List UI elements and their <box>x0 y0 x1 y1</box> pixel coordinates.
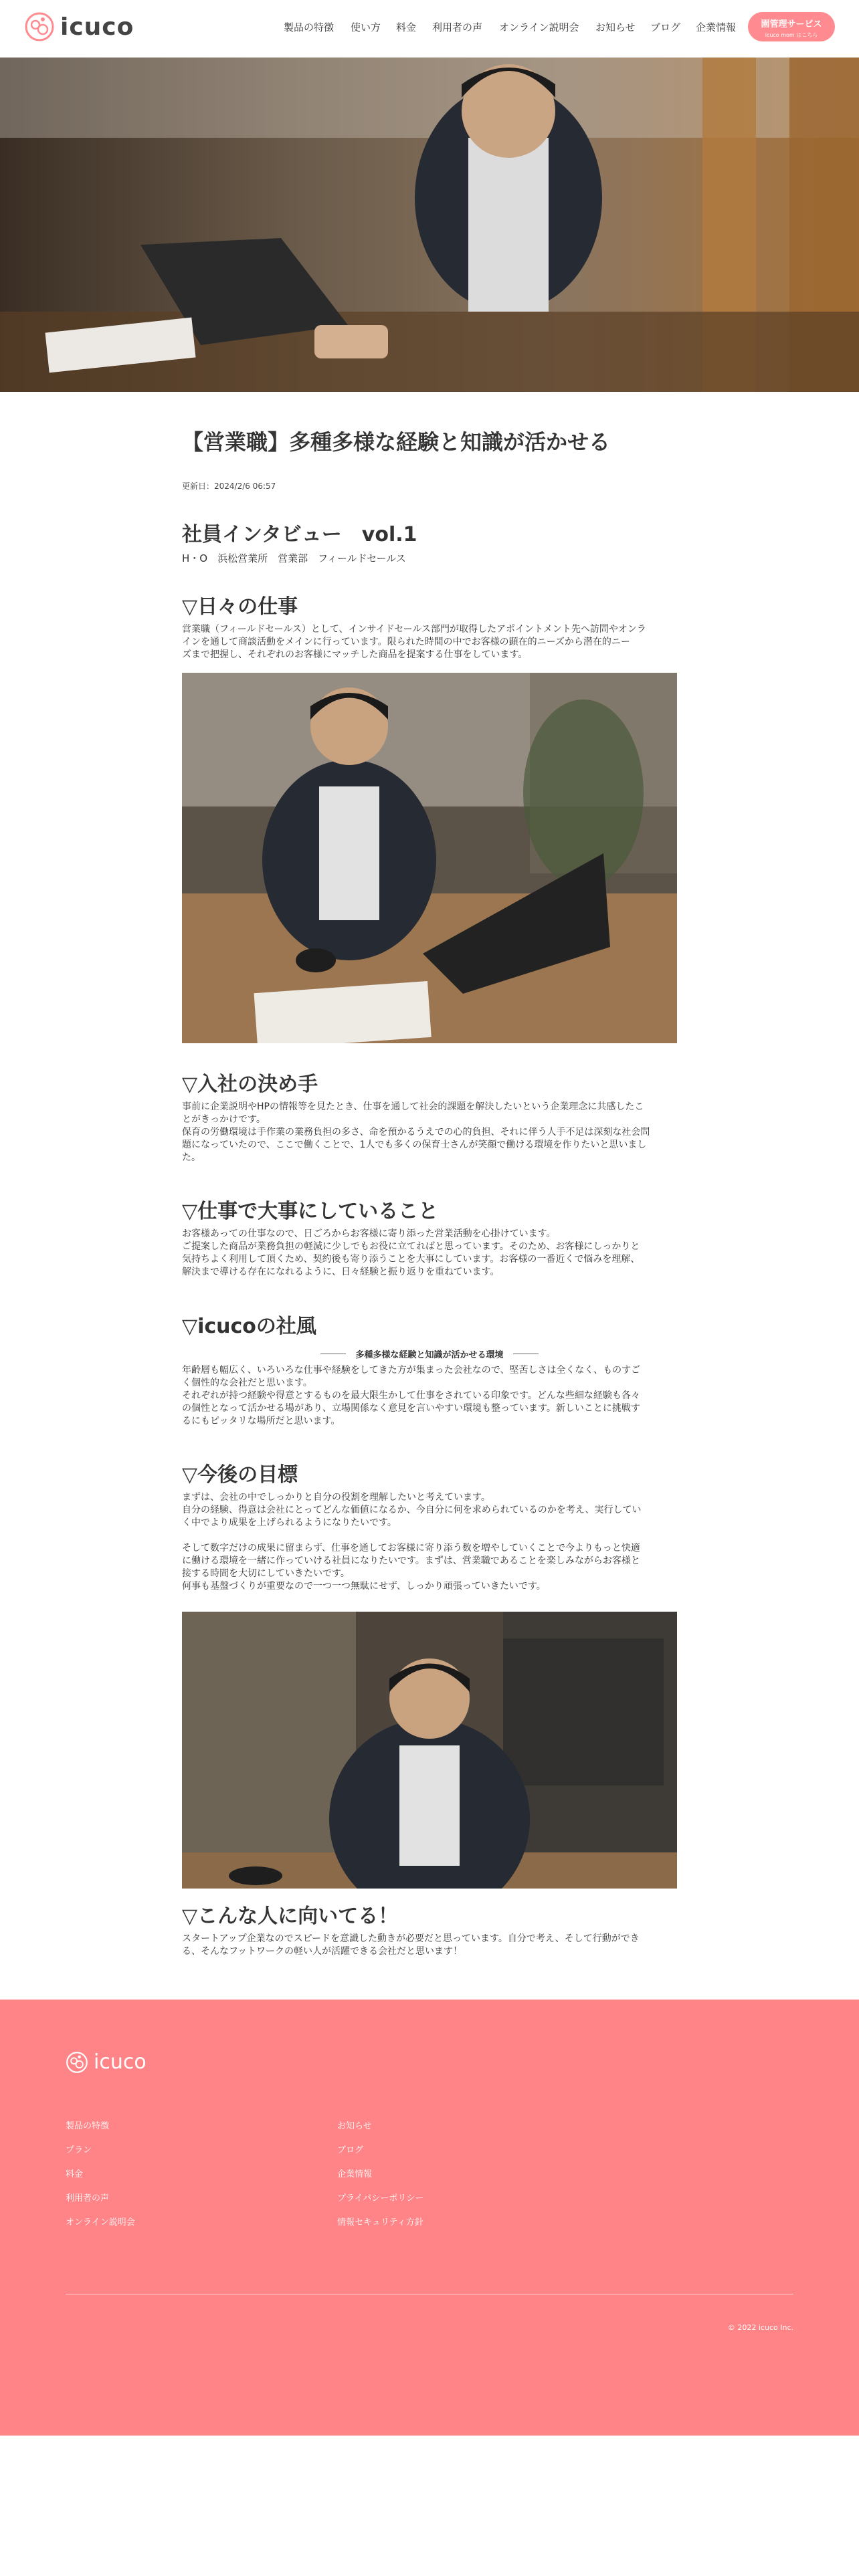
section-text-daily-work <box>182 623 677 661</box>
section-text-work-values <box>182 1228 677 1279</box>
text-line: く中でより成果を上げられるようになりたいです。 <box>182 1517 397 1528</box>
nav-item-news[interactable]: お知らせ <box>595 21 636 33</box>
section-heading-ideal-candidate: ▽こんな人に向いてる！ <box>182 1905 399 1928</box>
text-line: 年齢層も幅広く、いろいろな仕事や経験をしてきた方が集まった会社なので、堅苦しさは全くなく、ものすご <box>182 1365 641 1376</box>
nav-item-online-briefing[interactable]: オンライン説明会 <box>499 21 579 33</box>
section-heading-goals: ▽今後の目標 <box>182 1463 298 1487</box>
cta-sub-label: icuco mom はこちら <box>765 32 818 38</box>
text-line: ズまで把握し、それぞれのお客様にマッチした商品を提案する仕事をしています。 <box>182 649 528 660</box>
culture-subheading <box>182 1346 677 1362</box>
nursery-service-button[interactable] <box>748 12 835 41</box>
footer-link-security-policy[interactable]: 情報セキュリティ方針 <box>337 2218 423 2228</box>
interview-photo-portrait <box>182 1612 677 1889</box>
text-line: の個性となって活かせる場があり、立場関係なく意見を言いやすい環境も整っています。新しいことに挑戦す <box>182 1403 640 1414</box>
text-line: 事前に企業説明やHPの情報等を見たとき、仕事を通して社会的課題を解決したいという企業理念に共感したこ <box>182 1101 644 1112</box>
section-heading-reason-joined: ▽入社の決め手 <box>182 1073 318 1096</box>
text-line: 接する時間を大切にしていきたいです。 <box>182 1568 350 1579</box>
text-line: お客様あっての仕事なので、日ごろからお客様に寄り添った営業活動を心掛けています。 <box>182 1228 556 1239</box>
section-text-reason-joined <box>182 1101 677 1164</box>
site-header <box>0 0 859 58</box>
text-line: 解決まで導ける存在になれるように、日々経験と振り返りを重ねています。 <box>182 1267 500 1277</box>
site-footer <box>0 2000 859 2436</box>
section-text-ideal-candidate <box>182 1933 677 1958</box>
text-line: 題になっていたので、ここで働くことで、1人でも多くの保育士さんが笑顔で働ける環境を作りたいと思いまし <box>182 1140 647 1150</box>
section-heading-work-values: ▽仕事で大事にしていること <box>182 1200 439 1223</box>
nav-item-pricing[interactable]: 料金 <box>396 21 417 33</box>
site-logo[interactable] <box>24 11 134 42</box>
text-line: スタートアップ企業なのでスピードを意識した動きが必要だと思っています。自分で考え、そして行動ができ <box>182 1933 640 1944</box>
footer-link-news[interactable]: お知らせ <box>337 2121 372 2131</box>
footer-link-online-briefing[interactable]: オンライン説明会 <box>66 2218 135 2228</box>
text-line: 何事も基盤づくりが重要なので一つ一つ無駄にせず、しっかり頑張っていきたいです。 <box>182 1581 546 1592</box>
copyright: © 2022 icuco Inc. <box>727 2323 793 2332</box>
footer-logo-mark-icon <box>66 2051 88 2074</box>
footer-link-blog[interactable]: ブログ <box>337 2145 364 2155</box>
text-line: そして数字だけの成果に留まらず、仕事を通してお客様に寄り添う数を増やしていくことで今よりもっと快適 <box>182 1543 640 1553</box>
hero-photo <box>0 58 859 392</box>
cta-main-label: 園管理サービス <box>761 19 822 29</box>
article-title: 【営業職】多種多様な経験と知識が活かせる <box>182 429 611 455</box>
text-line: それぞれが持つ経験や得意とするものを最大限生かして仕事をされている印象です。どんな些細な経験も各々 <box>182 1390 640 1401</box>
footer-link-plan[interactable]: プラン <box>66 2145 92 2155</box>
section-heading-daily-work: ▽日々の仕事 <box>182 595 298 619</box>
text-line: 気持ちよく利用して頂くため、契約後も寄り添うことを大事にしています。お客様の一番近くで悩みを理解、 <box>182 1254 640 1265</box>
section-heading-culture: ▽icucoの社風 <box>182 1315 316 1338</box>
text-line: る、そんなフットワークの軽い人が活躍できる会社だと思います！ <box>182 1946 463 1957</box>
footer-link-privacy-policy[interactable]: プライバシーポリシー <box>337 2193 424 2204</box>
section-text-culture <box>182 1364 677 1428</box>
text-line: 自分の経験、得意は会社にとってどんな価値になるか、今自分に何を求められているのかを考え、実行してい <box>182 1505 642 1515</box>
text-line: に働ける環境を一緒に作っていける社員になりたいです。まずは、営業職であることを楽しみながらお客様と <box>182 1555 640 1566</box>
nav-item-blog[interactable]: ブログ <box>650 21 681 33</box>
footer-logo[interactable] <box>66 2050 147 2074</box>
text-line: 保育の労働環境は手作業の業務負担の多さ、命を預かるうえでの心的負担、それに伴う人手不足は深刻な社会問 <box>182 1127 650 1138</box>
interview-heading: 社員インタビュー vol.1 <box>182 523 417 546</box>
footer-link-voices[interactable]: 利用者の声 <box>66 2193 110 2204</box>
text-line: た。 <box>182 1152 201 1163</box>
nav-item-company[interactable]: 企業情報 <box>696 21 737 33</box>
culture-subheading-text: 多種多様な経験と知識が活かせる環境 <box>355 1350 504 1360</box>
footer-link-features[interactable]: 製品の特徴 <box>66 2121 110 2131</box>
footer-link-pricing[interactable]: 料金 <box>66 2169 84 2179</box>
logo-mark-icon <box>24 11 55 42</box>
footer-logo-text: icuco <box>94 2050 147 2074</box>
nav-item-voices[interactable]: 利用者の声 <box>432 21 483 33</box>
nav-item-features[interactable]: 製品の特徴 <box>284 21 335 33</box>
text-line: 営業職（フィールドセールス）として、インサイドセールス部門が取得したアポイントメント先へ訪問やオンラ <box>182 624 646 635</box>
text-line: ご提案した商品が業務負担の軽減に少しでもお役に立てればと思っています。そのため、お客様にしっかりと <box>182 1241 640 1252</box>
text-line: インを通して商談活動をメインに行っています。限られた時間の中でお客様の顕在的ニーズから潜在的ニー <box>182 637 630 647</box>
text-line: とがきっかけです。 <box>182 1114 266 1125</box>
interviewee-meta: H・O 浜松営業所 営業部 フィールドセールス <box>182 552 406 564</box>
section-text-goals <box>182 1491 677 1593</box>
nav-item-usage[interactable]: 使い方 <box>351 21 381 33</box>
interview-photo-laptop <box>182 673 677 1043</box>
footer-link-company[interactable]: 企業情報 <box>337 2169 373 2179</box>
logo-text: icuco <box>60 13 134 41</box>
text-line <box>182 1529 677 1542</box>
text-line: るにもピッタリな場所だと思います。 <box>182 1416 341 1426</box>
text-line: く個性的な会社だと思います。 <box>182 1378 312 1388</box>
text-line: まずは、会社の中でしっかりと自分の役割を理解したいと考えています。 <box>182 1492 490 1503</box>
updated-date: 更新日：2024/2/6 06:57 <box>182 481 276 491</box>
